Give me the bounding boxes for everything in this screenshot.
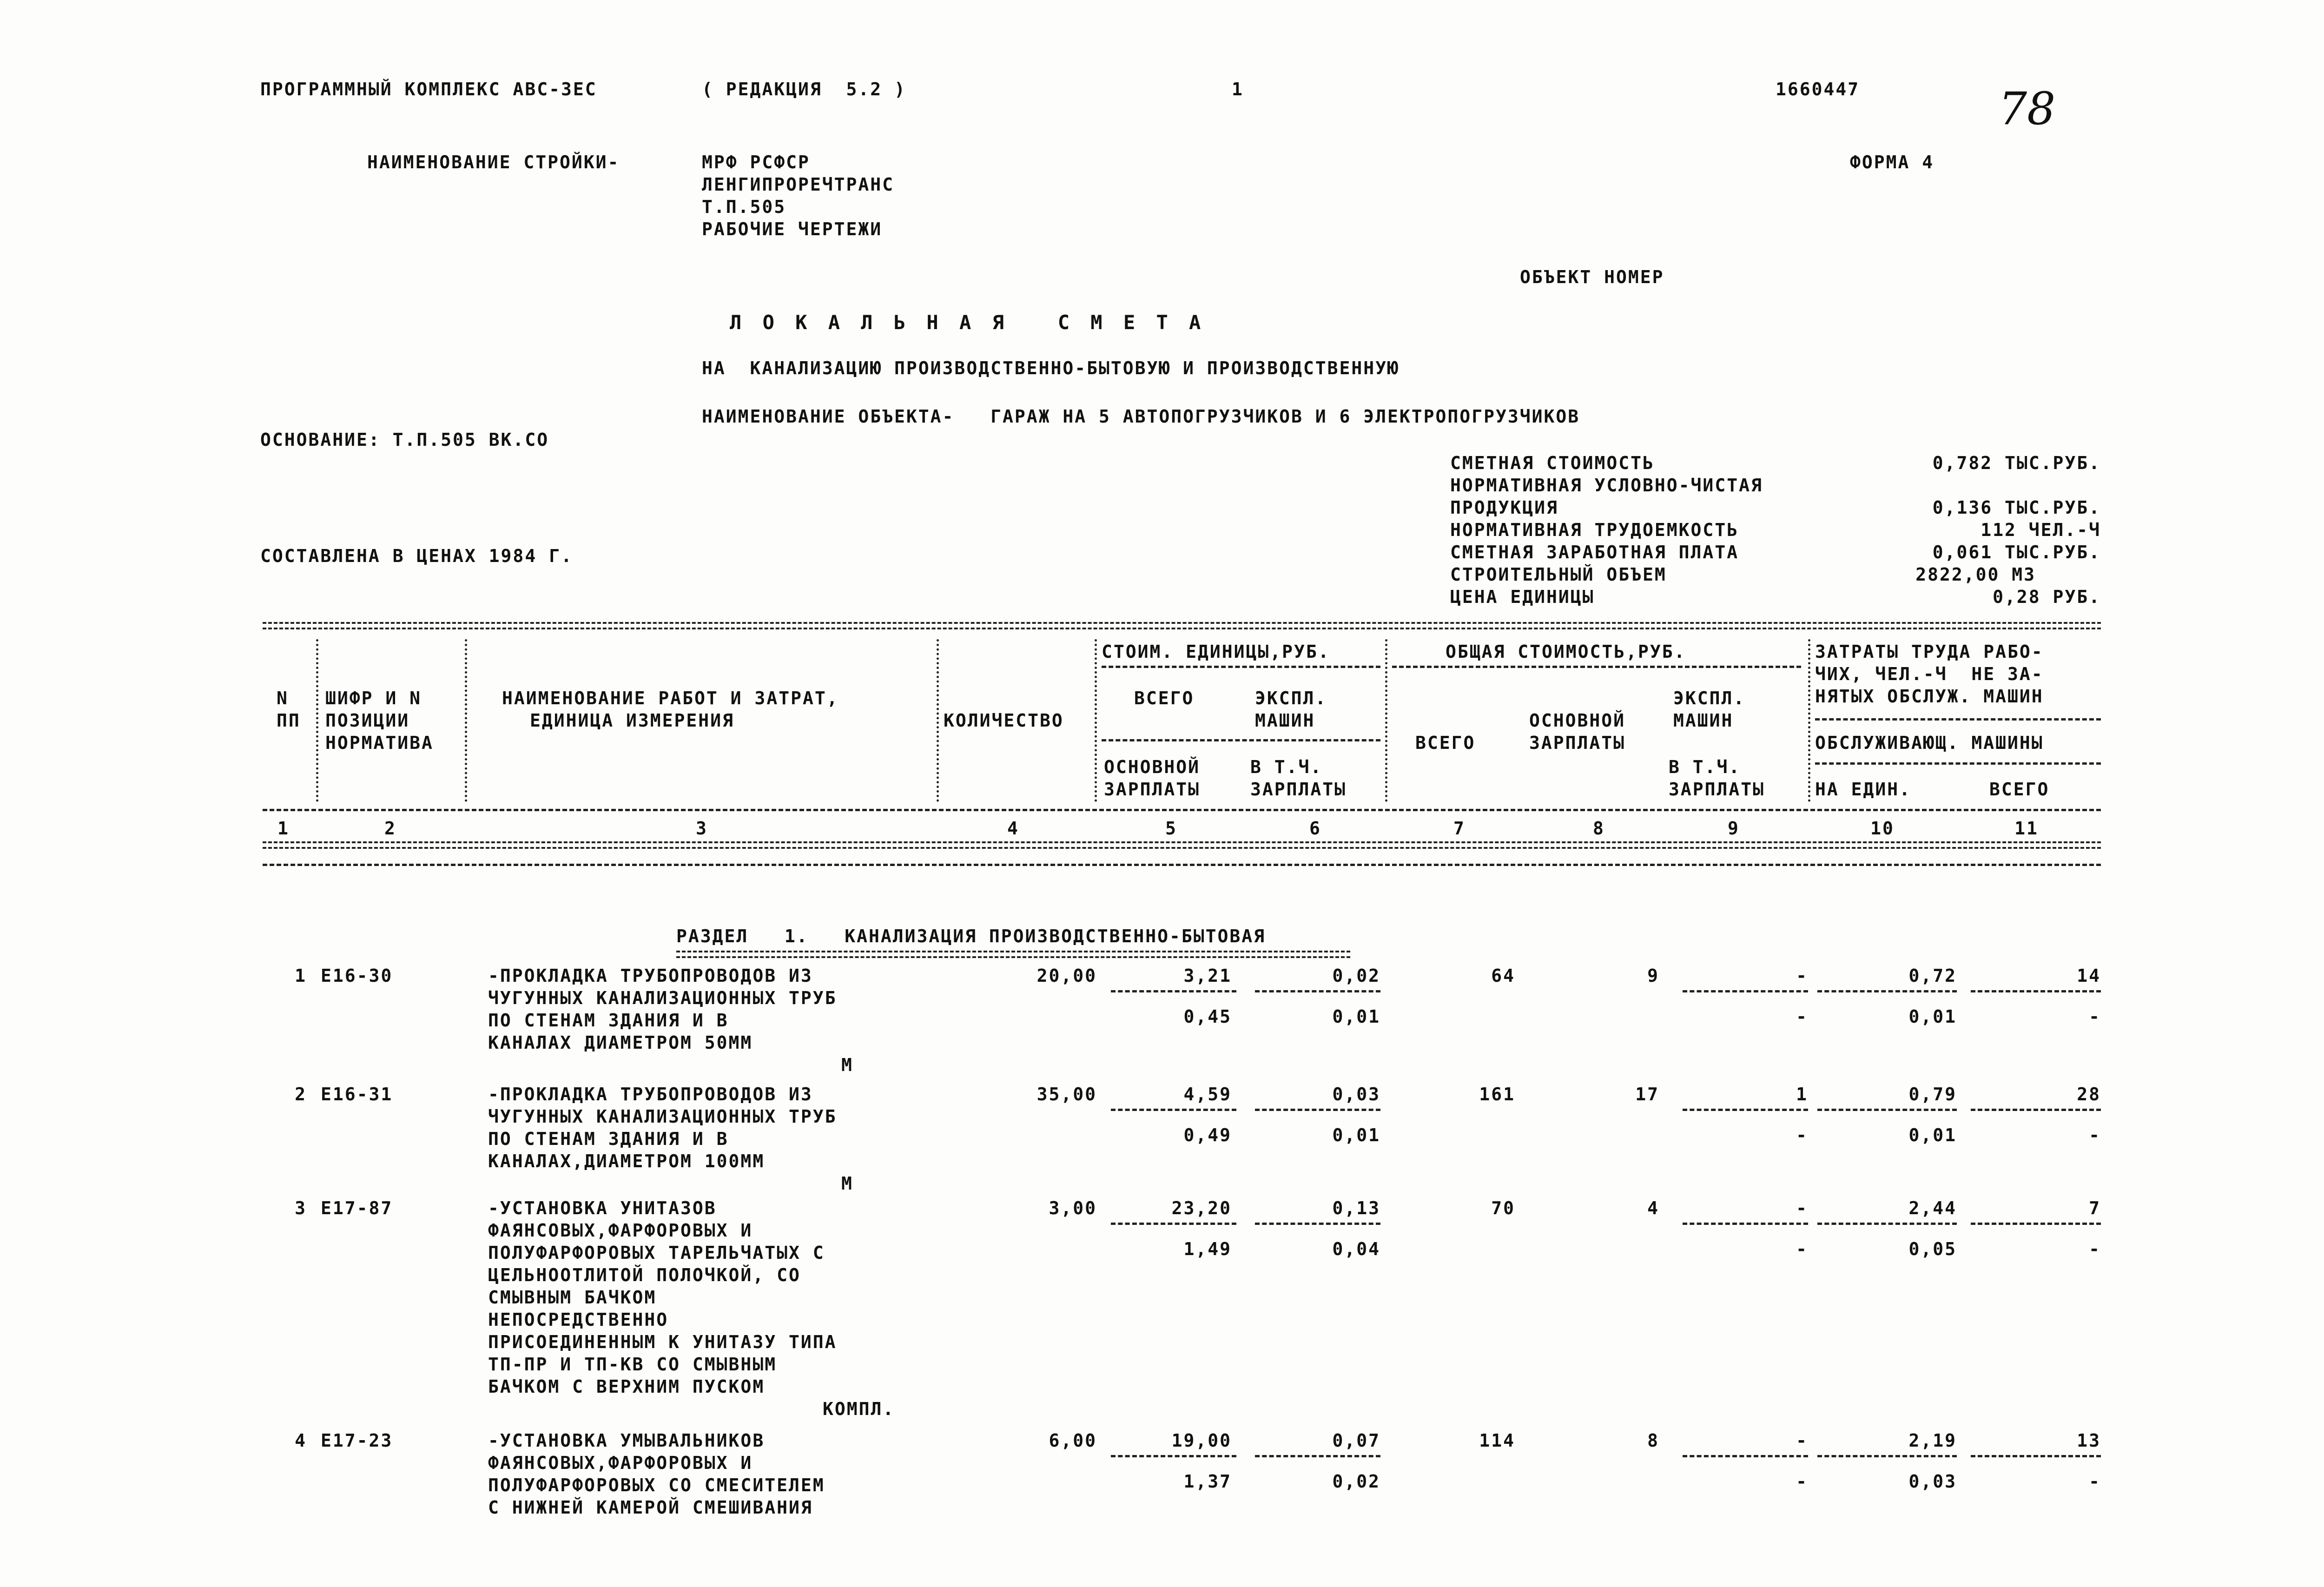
column-number: 1 xyxy=(277,818,290,839)
summary-value: 0,061 ТЫС.РУБ. xyxy=(1932,542,2101,562)
col-divider xyxy=(465,639,467,802)
row-name-line: БАЧКОМ С ВЕРХНИМ ПУСКОМ xyxy=(488,1376,765,1397)
row-total-vtch: - xyxy=(1796,1239,1808,1259)
cell-underline xyxy=(1817,1455,1957,1457)
cell-underline xyxy=(1111,1455,1236,1457)
header-labor-total: ВСЕГО xyxy=(1989,779,2050,800)
header-rule xyxy=(1815,718,2101,721)
cell-underline xyxy=(1683,1109,1808,1111)
row-unit-expl: 0,02 xyxy=(1332,965,1380,986)
summary-value: 0,782 ТЫС.РУБ. xyxy=(1932,453,2101,473)
cell-underline xyxy=(1111,1223,1236,1225)
row-total-expl: - xyxy=(1796,1198,1808,1218)
object-number-label: ОБЪЕКТ НОМЕР xyxy=(1520,267,1664,287)
header-total-expl: МАШИН xyxy=(1673,710,1734,731)
row-labor-total: 14 xyxy=(2077,965,2101,986)
summary-value: 0,28 РУБ. xyxy=(1993,587,2101,607)
row-name-line: ПРИСОЕДИНЕННЫМ К УНИТАЗУ ТИПА xyxy=(488,1332,837,1352)
header-labor: ЗАТРАТЫ ТРУДА РАБО- xyxy=(1815,641,2044,662)
summary-label: НОРМАТИВНАЯ УСЛОВНО-ЧИСТАЯ xyxy=(1450,475,1763,496)
row-quantity: 20,00 xyxy=(1037,965,1097,986)
header-col1: N xyxy=(277,688,289,708)
header-rule xyxy=(1392,666,1801,668)
header-rule xyxy=(263,809,2101,811)
header-labor-sub: ОБСЛУЖИВАЮЩ. МАШИНЫ xyxy=(1815,733,2044,753)
header-unit-base: ЗАРПЛАТЫ xyxy=(1104,779,1201,800)
col-divider xyxy=(1095,639,1097,802)
header-labor: НЯТЫХ ОБСЛУЖ. МАШИН xyxy=(1815,686,2044,707)
row-unit-base: 0,45 xyxy=(1183,1006,1232,1027)
row-total-all: 64 xyxy=(1491,965,1515,986)
row-quantity: 3,00 xyxy=(1049,1198,1097,1218)
row-labor-total-sub: - xyxy=(2089,1125,2101,1145)
row-total-base: 4 xyxy=(1647,1198,1659,1218)
row-name-line: ПОЛУФАРФОРОВЫХ ТАРЕЛЬЧАТЫХ С xyxy=(488,1243,825,1263)
row-unit-base: 1,49 xyxy=(1183,1239,1232,1259)
cell-underline xyxy=(1971,1109,2101,1111)
stroyka-line: ЛЕНГИПРОРЕЧТРАНС xyxy=(702,174,895,195)
section-title: РАЗДЕЛ 1. КАНАЛИЗАЦИЯ ПРОИЗВОДСТВЕННО-БЫТОВАЯ xyxy=(676,926,1266,946)
column-number: 7 xyxy=(1453,818,1466,839)
row-labor-unit: 0,79 xyxy=(1908,1084,1957,1104)
row-unit-vtch: 0,01 xyxy=(1332,1006,1380,1027)
header-total-vtch: ЗАРПЛАТЫ xyxy=(1669,779,1765,800)
row-name-line: -УСТАНОВКА УМЫВАЛЬНИКОВ xyxy=(488,1430,765,1451)
row-unit-vtch: 0,02 xyxy=(1332,1471,1380,1492)
row-total-vtch: - xyxy=(1796,1471,1808,1492)
column-number: 2 xyxy=(384,818,396,839)
cell-underline xyxy=(1971,990,2101,992)
row-name-line: КАНАЛАХ,ДИАМЕТРОМ 100ММ xyxy=(488,1151,765,1171)
col-divider xyxy=(316,639,318,802)
row-labor-unit-sub: 0,03 xyxy=(1908,1471,1957,1492)
row-quantity: 6,00 xyxy=(1049,1430,1097,1451)
row-unit-expl: 0,03 xyxy=(1332,1084,1380,1104)
row-unit-total: 4,59 xyxy=(1183,1084,1232,1104)
row-name-line: ТП-ПР И ТП-КВ СО СМЫВНЫМ xyxy=(488,1354,777,1375)
row-code: Е17-87 xyxy=(321,1198,393,1218)
column-number: 5 xyxy=(1165,818,1177,839)
row-total-vtch: - xyxy=(1796,1006,1808,1027)
header-total-all: ВСЕГО xyxy=(1415,733,1476,753)
header-total-base: ЗАРПЛАТЫ xyxy=(1529,733,1626,753)
page-number: 1 xyxy=(1232,79,1244,99)
row-name-line: -ПРОКЛАДКА ТРУБОПРОВОДОВ ИЗ xyxy=(488,965,813,986)
summary-label: НОРМАТИВНАЯ ТРУДОЕМКОСТЬ xyxy=(1450,520,1739,540)
header-total-expl: ЭКСПЛ. xyxy=(1673,688,1746,708)
summary-label: ЦЕНА ЕДИНИЦЫ xyxy=(1450,587,1595,607)
row-name-line: НЕПОСРЕДСТВЕННО xyxy=(488,1309,669,1330)
stroyka-line: РАБОЧИЕ ЧЕРТЕЖИ xyxy=(702,219,883,239)
cell-underline xyxy=(1255,1109,1380,1111)
section-underline xyxy=(676,951,1350,958)
row-name-line: ФАЯНСОВЫХ,ФАРФОРОВЫХ И xyxy=(488,1220,753,1241)
row-unit-base: 0,49 xyxy=(1183,1125,1232,1145)
column-number: 8 xyxy=(1593,818,1605,839)
row-name-line: -УСТАНОВКА УНИТАЗОВ xyxy=(488,1198,717,1218)
cell-underline xyxy=(1683,1455,1808,1457)
row-unit-total: 19,00 xyxy=(1171,1430,1232,1451)
cell-underline xyxy=(1817,990,1957,992)
summary-label: СТРОИТЕЛЬНЫЙ ОБЪЕМ xyxy=(1450,564,1667,585)
row-quantity: 35,00 xyxy=(1037,1084,1097,1104)
row-labor-total: 7 xyxy=(2089,1198,2101,1218)
cell-underline xyxy=(1817,1109,1957,1111)
column-number: 4 xyxy=(1007,818,1019,839)
row-labor-total-sub: - xyxy=(2089,1239,2101,1259)
handwritten-page-number: 78 xyxy=(1999,83,2056,135)
row-code: Е17-23 xyxy=(321,1430,393,1451)
row-name-line: -ПРОКЛАДКА ТРУБОПРОВОДОВ ИЗ xyxy=(488,1084,813,1104)
table-header-bottom-rule xyxy=(263,864,2101,866)
edition-label: ( РЕДАКЦИЯ 5.2 ) xyxy=(702,79,906,99)
estimate-subject: НА КАНАЛИЗАЦИЮ ПРОИЗВОДСТВЕННО-БЫТОВУЮ И ПРОИЗВОДСТВЕННУЮ xyxy=(702,358,1400,378)
header-col2: НОРМАТИВА xyxy=(325,733,434,753)
header-total-base: ОСНОВНОЙ xyxy=(1529,710,1626,731)
col-divider xyxy=(1385,639,1387,802)
prices-label: СОСТАВЛЕНА В ЦЕНАХ 1984 Г. xyxy=(260,546,573,566)
row-name-line: ЦЕЛЬНООТЛИТОЙ ПОЛОЧКОЙ, СО xyxy=(488,1265,801,1285)
row-code: Е16-31 xyxy=(321,1084,393,1104)
row-labor-total: 28 xyxy=(2077,1084,2101,1104)
header-unit-base: ОСНОВНОЙ xyxy=(1104,757,1201,777)
row-total-vtch: - xyxy=(1796,1125,1808,1145)
summary-value: 0,136 ТЫС.РУБ. xyxy=(1932,497,2101,518)
row-labor-unit: 2,44 xyxy=(1908,1198,1957,1218)
row-total-expl: - xyxy=(1796,1430,1808,1451)
header-col2: ПОЗИЦИИ xyxy=(325,710,410,731)
row-unit-total: 23,20 xyxy=(1171,1198,1232,1218)
row-total-all: 70 xyxy=(1491,1198,1515,1218)
row-number: 2 xyxy=(295,1084,307,1104)
stroyka-label: НАИМЕНОВАНИЕ СТРОЙКИ- xyxy=(367,152,620,172)
cell-underline xyxy=(1971,1223,2101,1225)
cell-underline xyxy=(1111,1109,1236,1111)
document-code: 1660447 xyxy=(1776,79,1860,99)
row-number: 4 xyxy=(295,1430,307,1451)
row-number: 1 xyxy=(295,965,307,986)
header-col3: ЕДИНИЦА ИЗМЕРЕНИЯ xyxy=(530,710,734,731)
row-total-expl: 1 xyxy=(1796,1084,1808,1104)
cell-underline xyxy=(1255,1455,1380,1457)
header-unit-cost: СТОИМ. ЕДИНИЦЫ,РУБ. xyxy=(1102,641,1330,662)
row-unit-total: 3,21 xyxy=(1183,965,1232,986)
row-labor-unit: 0,72 xyxy=(1908,965,1957,986)
header-rule xyxy=(1102,739,1380,741)
row-labor-total-sub: - xyxy=(2089,1471,2101,1492)
header-labor: ЧИХ, ЧЕЛ.-Ч НЕ ЗА- xyxy=(1815,664,2044,684)
basis-label: ОСНОВАНИЕ: Т.П.505 ВК.СО xyxy=(260,430,549,450)
cell-underline xyxy=(1111,990,1236,992)
cell-underline xyxy=(1971,1455,2101,1457)
header-total-cost: ОБЩАЯ СТОИМОСТЬ,РУБ. xyxy=(1446,641,1686,662)
row-unit-expl: 0,13 xyxy=(1332,1198,1380,1218)
row-name-line: ЧУГУННЫХ КАНАЛИЗАЦИОННЫХ ТРУБ xyxy=(488,988,837,1008)
row-code: Е16-30 xyxy=(321,965,393,986)
row-total-base: 8 xyxy=(1647,1430,1659,1451)
row-labor-unit-sub: 0,05 xyxy=(1908,1239,1957,1259)
document-title: Л О К А Л Ь Н А Я С М Е Т А xyxy=(730,311,1206,334)
row-total-base: 17 xyxy=(1635,1084,1659,1104)
header-unit-vtch: ЗАРПЛАТЫ xyxy=(1250,779,1347,800)
table-header-bottom-rule xyxy=(263,841,2101,849)
summary-label: ПРОДУКЦИЯ xyxy=(1450,497,1558,518)
col-divider xyxy=(937,639,939,802)
summary-value: 2822,00 М3 xyxy=(1915,564,2036,585)
cell-underline xyxy=(1683,990,1808,992)
header-col4: КОЛИЧЕСТВО xyxy=(944,710,1064,731)
row-labor-unit: 2,19 xyxy=(1908,1430,1957,1451)
header-rule xyxy=(1102,666,1380,668)
row-unit-vtch: 0,04 xyxy=(1332,1239,1380,1259)
row-name-line: М xyxy=(841,1173,853,1194)
row-name-line: ПО СТЕНАМ ЗДАНИЯ И В xyxy=(488,1129,729,1149)
row-name-line: М xyxy=(841,1055,853,1075)
form-number: ФОРМА 4 xyxy=(1850,152,1934,172)
column-number: 6 xyxy=(1309,818,1321,839)
header-labor-unit: НА ЕДИН. xyxy=(1815,779,1912,800)
row-total-all: 161 xyxy=(1479,1084,1515,1104)
table-top-rule xyxy=(263,622,2101,629)
header-unit-expl: МАШИН xyxy=(1255,710,1315,731)
summary-label: СМЕТНАЯ ЗАРАБОТНАЯ ПЛАТА xyxy=(1450,542,1739,562)
row-name-line: С НИЖНЕЙ КАМЕРОЙ СМЕШИВАНИЯ xyxy=(488,1497,813,1518)
object-name: НАИМЕНОВАНИЕ ОБЪЕКТА- ГАРАЖ НА 5 АВТОПОГРУЗЧИКОВ И 6 ЭЛЕКТРОПОГРУЗЧИКОВ xyxy=(702,406,1580,427)
row-total-expl: - xyxy=(1796,965,1808,986)
row-total-all: 114 xyxy=(1479,1430,1515,1451)
stroyka-line: Т.П.505 xyxy=(702,197,786,217)
cell-underline xyxy=(1255,1223,1380,1225)
summary-value: 112 ЧЕЛ.-Ч xyxy=(1981,520,2101,540)
row-labor-total-sub: - xyxy=(2089,1006,2101,1027)
row-name-line: ЧУГУННЫХ КАНАЛИЗАЦИОННЫХ ТРУБ xyxy=(488,1106,837,1127)
stroyka-line: МРФ РСФСР xyxy=(702,152,810,172)
summary-label: СМЕТНАЯ СТОИМОСТЬ xyxy=(1450,453,1655,473)
row-name-line: ПОЛУФАРФОРОВЫХ СО СМЕСИТЕЛЕМ xyxy=(488,1475,825,1495)
column-number: 3 xyxy=(696,818,708,839)
row-labor-unit-sub: 0,01 xyxy=(1908,1006,1957,1027)
row-total-base: 9 xyxy=(1647,965,1659,986)
header-unit-total: ВСЕГО xyxy=(1134,688,1195,708)
header-unit-expl: ЭКСПЛ. xyxy=(1255,688,1327,708)
row-unit-base: 1,37 xyxy=(1183,1471,1232,1492)
header-unit-vtch: В Т.Ч. xyxy=(1250,757,1323,777)
cell-underline xyxy=(1817,1223,1957,1225)
header-col3: НАИМЕНОВАНИЕ РАБОТ И ЗАТРАТ, xyxy=(502,688,839,708)
row-name-line: КОМПЛ. xyxy=(823,1399,895,1419)
column-number: 11 xyxy=(2014,818,2039,839)
row-name-line: ПО СТЕНАМ ЗДАНИЯ И В xyxy=(488,1010,729,1031)
row-name-line: КАНАЛАХ ДИАМЕТРОМ 50ММ xyxy=(488,1032,753,1053)
cell-underline xyxy=(1683,1223,1808,1225)
header-rule xyxy=(1815,762,2101,765)
header-total-vtch: В Т.Ч. xyxy=(1669,757,1741,777)
col-divider xyxy=(1808,639,1810,802)
row-name-line: СМЫВНЫМ БАЧКОМ xyxy=(488,1287,657,1308)
header-col1: ПП xyxy=(277,710,301,731)
row-labor-total: 13 xyxy=(2077,1430,2101,1451)
column-number: 9 xyxy=(1728,818,1740,839)
row-unit-expl: 0,07 xyxy=(1332,1430,1380,1451)
row-number: 3 xyxy=(295,1198,307,1218)
program-title: ПРОГРАММНЫЙ КОМПЛЕКС АВС-3ЕС xyxy=(260,79,597,99)
row-labor-unit-sub: 0,01 xyxy=(1908,1125,1957,1145)
column-number: 10 xyxy=(1870,818,1895,839)
cell-underline xyxy=(1255,990,1380,992)
row-unit-vtch: 0,01 xyxy=(1332,1125,1380,1145)
header-col2: ШИФР И N xyxy=(325,688,422,708)
row-name-line: ФАЯНСОВЫХ,ФАРФОРОВЫХ И xyxy=(488,1453,753,1473)
